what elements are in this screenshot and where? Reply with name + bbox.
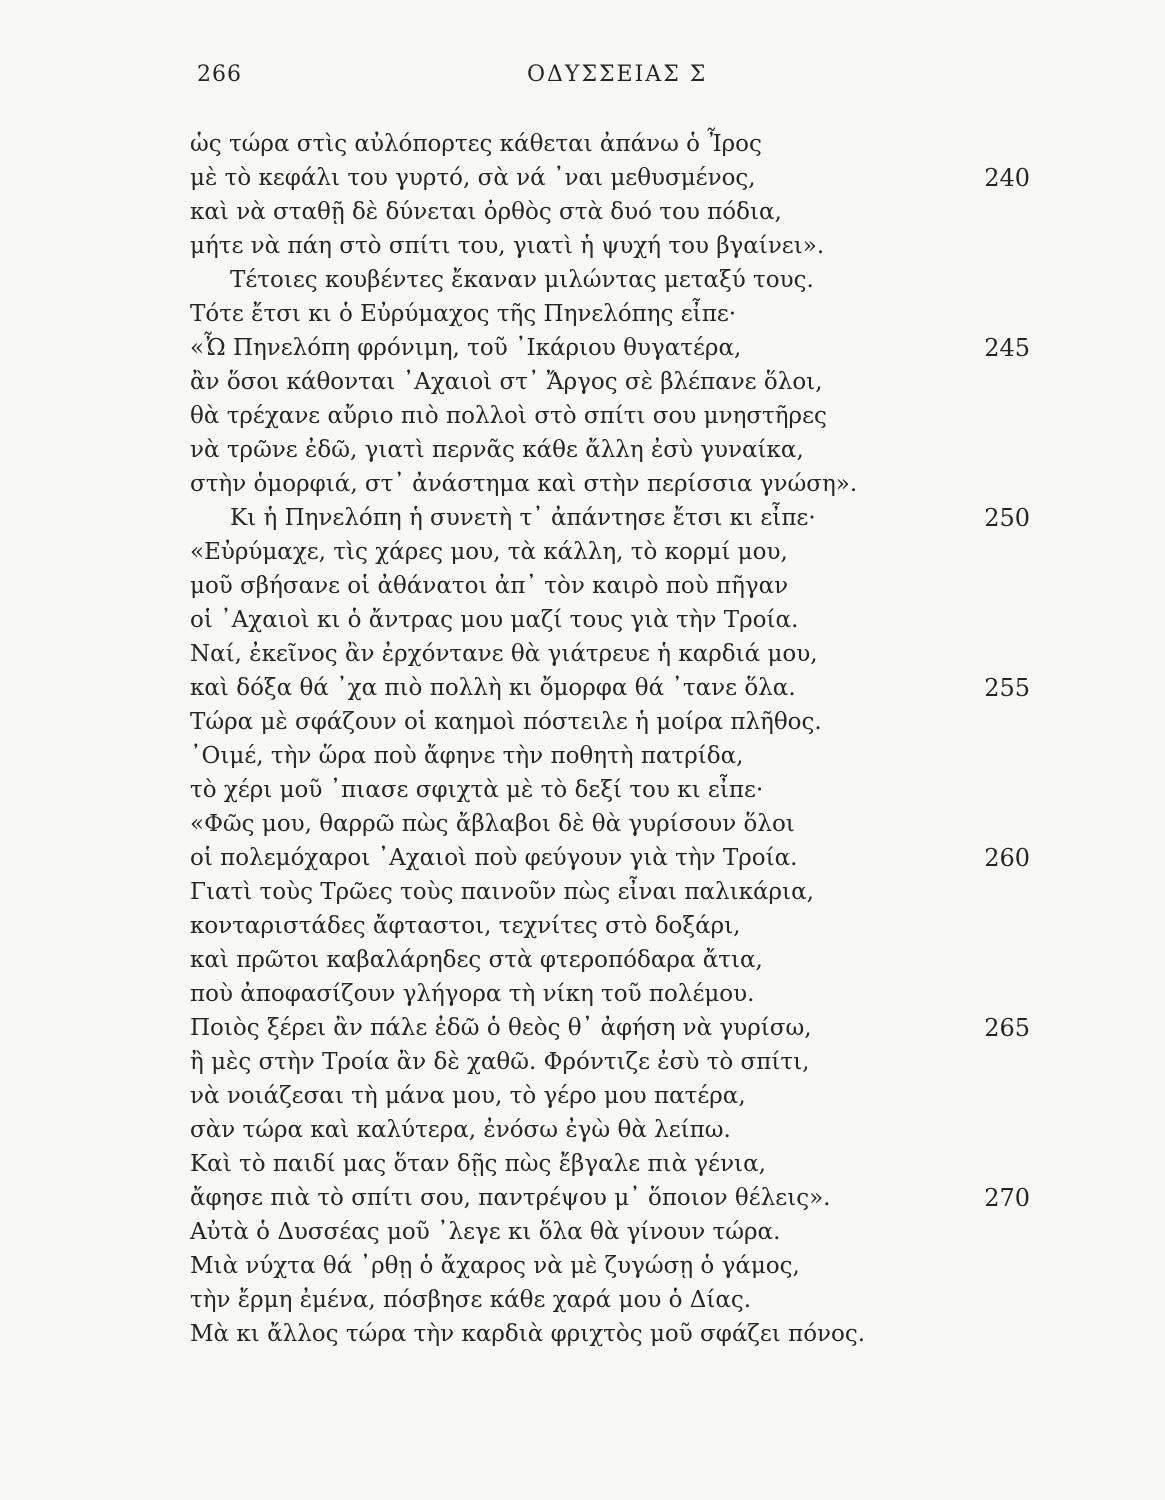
verse-line bbox=[190, 705, 1030, 739]
verse-text: «Ὦ Πηνελόπη φρόνιμη, τοῦ ᾽Ικάριου θυγατέρα, bbox=[190, 335, 742, 361]
running-head: ΟΔΥΣΣΕΙΑΣ Σ bbox=[527, 62, 708, 87]
line-number: 260 bbox=[984, 844, 1030, 872]
verse-line bbox=[190, 977, 1030, 1011]
verse-line bbox=[190, 501, 1030, 535]
verse-text: μοῦ σβήσανε οἱ ἀθάνατοι ἀπ᾽ τὸν καιρὸ ποὺ πῆγαν bbox=[190, 573, 789, 599]
verse-line bbox=[190, 1147, 1030, 1181]
verse-text: Γιατὶ τοὺς Τρῶες τοὺς παινοῦν πὼς εἶναι παλικάρια, bbox=[190, 879, 814, 905]
verse-text: κονταριστάδες ἄφταστοι, τεχνίτες στὸ δοξάρι, bbox=[190, 913, 741, 939]
verse-line bbox=[190, 433, 1030, 467]
verse-line bbox=[190, 1215, 1030, 1249]
verse-text: τὴν ἔρμη ἐμένα, πόσβησε κάθε χαρά μου ὁ Δίας. bbox=[190, 1287, 752, 1313]
verse-text: μήτε νὰ πάη στὸ σπίτι του, γιατὶ ἡ ψυχή του βγαίνει». bbox=[190, 233, 825, 259]
verse-line bbox=[190, 1011, 1030, 1045]
verse-block bbox=[190, 127, 1030, 1351]
verse-line bbox=[190, 1113, 1030, 1147]
verse-line bbox=[190, 875, 1030, 909]
verse-text: καὶ δόξα θά ᾽χα πιὸ πολλὴ κι ὄμορφα θά ᾽τανε ὅλα. bbox=[190, 675, 796, 701]
verse-text: ἢ μὲς στὴν Τροία ἂν δὲ χαθῶ. Φρόντιζε ἐσὺ τὸ σπίτι, bbox=[190, 1049, 810, 1075]
verse-line bbox=[190, 399, 1030, 433]
verse-text: ᾽Οιμέ, τὴν ὥρα ποὺ ἄφηνε τὴν ποθητὴ πατρίδα, bbox=[190, 743, 744, 769]
verse-line bbox=[190, 1317, 1030, 1351]
verse-line bbox=[190, 127, 1030, 161]
verse-text: καὶ νὰ σταθῇ δὲ δύνεται ὀρθὸς στὰ δυό του πόδια, bbox=[190, 199, 782, 225]
verse-line bbox=[190, 909, 1030, 943]
verse-text: Ναί, ἐκεῖνος ἂν ἐρχόντανε θὰ γιάτρευε ἡ καρδιά μου, bbox=[190, 641, 818, 667]
verse-line bbox=[190, 1249, 1030, 1283]
verse-text: Κι ἡ Πηνελόπη ἡ συνετὴ τ᾽ ἀπάντησε ἔτσι κι εἶπε· bbox=[230, 505, 816, 531]
verse-text: στὴν ὁμορφιά, στ᾽ ἀνάστημα καὶ στὴν περίσσια γνώση». bbox=[190, 471, 858, 497]
verse-text: Καὶ τὸ παιδί μας ὅταν δῇς πὼς ἔβγαλε πιὰ γένια, bbox=[190, 1151, 766, 1177]
line-number: 265 bbox=[984, 1014, 1030, 1042]
verse-line bbox=[190, 1079, 1030, 1113]
verse-line bbox=[190, 263, 1030, 297]
verse-text: ἂν ὅσοι κάθονται ᾽Αχαιοὶ στ᾽ Ἄργος σὲ βλέπανε ὅλοι, bbox=[190, 369, 823, 395]
verse-line bbox=[190, 603, 1030, 637]
verse-text: «Φῶς μου, θαρρῶ πὼς ἄβλαβοι δὲ θὰ γυρίσουν ὅλοι bbox=[190, 811, 795, 837]
verse-line bbox=[190, 331, 1030, 365]
verse-line bbox=[190, 1181, 1030, 1215]
verse-text: Μιὰ νύχτα θά ᾽ρθῃ ὁ ἄχαρος νὰ μὲ ζυγώσῃ ὁ γάμος, bbox=[190, 1253, 800, 1279]
verse-line bbox=[190, 569, 1030, 603]
verse-line bbox=[190, 671, 1030, 705]
verse-line bbox=[190, 1283, 1030, 1317]
verse-text: σὰν τώρα καὶ καλύτερα, ἐνόσω ἐγὼ θὰ λείπω. bbox=[190, 1117, 731, 1143]
verse-text: Ποιὸς ξέρει ἂν πάλε ἐδῶ ὁ θεὸς θ᾽ ἀφήση νὰ γυρίσω, bbox=[190, 1015, 812, 1041]
verse-text: Μὰ κι ἄλλος τώρα τὴν καρδιὰ φριχτὸς μοῦ σφάζει πόνος. bbox=[190, 1321, 866, 1347]
verse-line bbox=[190, 1045, 1030, 1079]
verse-text: «Εὐρύμαχε, τὶς χάρες μου, τὰ κάλλη, τὸ κορμί μου, bbox=[190, 539, 788, 565]
verse-line bbox=[190, 535, 1030, 569]
verse-text: Τότε ἔτσι κι ὁ Εὐρύμαχος τῆς Πηνελόπης εἶπε· bbox=[190, 301, 737, 327]
line-number: 240 bbox=[984, 164, 1030, 192]
verse-text: θὰ τρέχανε αὔριο πιὸ πολλοὶ στὸ σπίτι σου μνηστῆρες bbox=[190, 403, 827, 429]
verse-line bbox=[190, 161, 1030, 195]
verse-text: οἱ ᾽Αχαιοὶ κι ὁ ἄντρας μου μαζί τους γιὰ τὴν Τροία. bbox=[190, 607, 799, 633]
verse-text: Τώρα μὲ σφάζουν οἱ καημοὶ πόστειλε ἡ μοίρα πλῆθος. bbox=[190, 709, 822, 735]
verse-line bbox=[190, 195, 1030, 229]
line-number: 250 bbox=[984, 504, 1030, 532]
verse-text: νὰ νοιάζεσαι τὴ μάνα μου, τὸ γέρο μου πατέρα, bbox=[190, 1083, 746, 1109]
page-number: 266 bbox=[197, 62, 242, 87]
verse-text: οἱ πολεμόχαροι ᾽Αχαιοὶ ποὺ φεύγουν γιὰ τὴν Τροία. bbox=[190, 845, 798, 871]
verse-line bbox=[190, 739, 1030, 773]
verse-text: μὲ τὸ κεφάλι του γυρτό, σὰ νά ᾽ναι μεθυσμένος, bbox=[190, 165, 756, 191]
verse-text: καὶ πρῶτοι καβαλάρηδες στὰ φτεροπόδαρα ἄτια, bbox=[190, 947, 763, 973]
verse-line bbox=[190, 807, 1030, 841]
verse-line bbox=[190, 773, 1030, 807]
verse-text: ἄφησε πιὰ τὸ σπίτι σου, παντρέψου μ᾽ ὅποιον θέλεις». bbox=[190, 1185, 831, 1211]
verse-line bbox=[190, 229, 1030, 263]
verse-text: τὸ χέρι μοῦ ᾽πιασε σφιχτὰ μὲ τὸ δεξί του κι εἶπε· bbox=[190, 777, 764, 803]
verse-text: ὡς τώρα στὶς αὐλόπορτες κάθεται ἀπάνω ὁ Ἶρος bbox=[190, 131, 762, 157]
verse-line bbox=[190, 365, 1030, 399]
line-number: 255 bbox=[984, 674, 1030, 702]
verse-line bbox=[190, 943, 1030, 977]
verse-line bbox=[190, 637, 1030, 671]
line-number: 270 bbox=[984, 1184, 1030, 1212]
verse-line bbox=[190, 841, 1030, 875]
verse-line bbox=[190, 467, 1030, 501]
verse-text: νὰ τρῶνε ἐδῶ, γιατὶ περνᾶς κάθε ἄλλη ἐσὺ γυναίκα, bbox=[190, 437, 804, 463]
verse-text: Τέτοιες κουβέντες ἔκαναν μιλώντας μεταξύ τους. bbox=[230, 267, 814, 293]
verse-text: Αὐτὰ ὁ Δυσσέας μοῦ ᾽λεγε κι ὅλα θὰ γίνουν τώρα. bbox=[190, 1219, 781, 1245]
verse-line bbox=[190, 297, 1030, 331]
line-number: 245 bbox=[984, 334, 1030, 362]
verse-text: ποὺ ἀποφασίζουν γλήγορα τὴ νίκη τοῦ πολέμου. bbox=[190, 981, 755, 1007]
